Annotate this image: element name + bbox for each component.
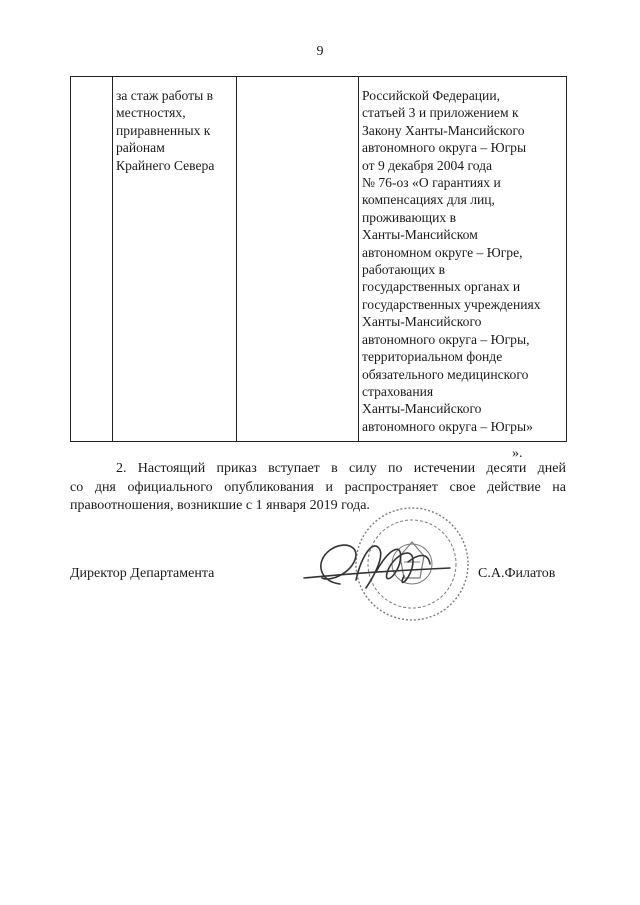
table-cell-condition bbox=[113, 77, 237, 442]
paragraph-line: 2. Настоящий приказ вступает в силу по истечении десяти дней bbox=[116, 461, 566, 476]
closing-quote: ». bbox=[512, 446, 523, 461]
cell-line: работающих в bbox=[362, 262, 446, 278]
cell-line: страхования bbox=[362, 383, 434, 399]
cell-line: Ханты-Мансийского bbox=[362, 401, 482, 417]
cell-line: районам bbox=[116, 140, 165, 156]
cell-line: Российской Федерации, bbox=[362, 88, 500, 103]
cell-line: обязательного медицинского bbox=[362, 366, 529, 382]
page-number: 9 bbox=[316, 44, 324, 59]
cell-line: Ханты-Мансийском bbox=[362, 227, 478, 243]
cell-line: статьей 3 и приложением к bbox=[362, 105, 519, 121]
cell-line: Крайнего Севера bbox=[116, 157, 215, 173]
cell-line: автономного округа – Югры» bbox=[362, 418, 533, 434]
seal-and-signature bbox=[300, 492, 480, 632]
cell-line: от 9 декабря 2004 года bbox=[362, 157, 493, 173]
cell-line: автономного округа – Югры bbox=[362, 140, 527, 156]
cell-line: территориальном фонде bbox=[362, 349, 503, 365]
cell-line: автономном округе – Югре, bbox=[362, 244, 523, 260]
table-cell-basis bbox=[359, 77, 567, 442]
table-row bbox=[71, 77, 567, 442]
table-cell-number bbox=[71, 77, 113, 442]
cell-line: компенсациях для лиц, bbox=[362, 192, 495, 208]
paragraph-line: правоотношения, возникшие с 1 января 2019 года. bbox=[70, 498, 370, 513]
cell-line: проживающих в bbox=[362, 209, 456, 225]
cell-line: Закону Ханты-Мансийского bbox=[362, 122, 525, 138]
table-cell-empty bbox=[237, 77, 359, 442]
cell-line: Ханты-Мансийского bbox=[362, 314, 482, 330]
signer-title: Директор Департамента bbox=[70, 566, 215, 581]
cell-line: за стаж работы в bbox=[116, 88, 214, 103]
cell-line: приравненных к bbox=[116, 122, 211, 138]
cell-line: государственных органах и bbox=[362, 279, 521, 295]
signer-name: С.А.Филатов bbox=[478, 566, 556, 581]
cell-line: № 76-оз «О гарантиях и bbox=[362, 175, 501, 191]
cell-line: автономного округа – Югры, bbox=[362, 331, 530, 347]
document-table bbox=[70, 76, 567, 442]
cell-line: местностях, bbox=[116, 105, 186, 121]
cell-line: государственных учреждениях bbox=[362, 296, 541, 312]
paragraph-line: со дня официального опубликования и распространяет свое действие на bbox=[70, 479, 566, 495]
